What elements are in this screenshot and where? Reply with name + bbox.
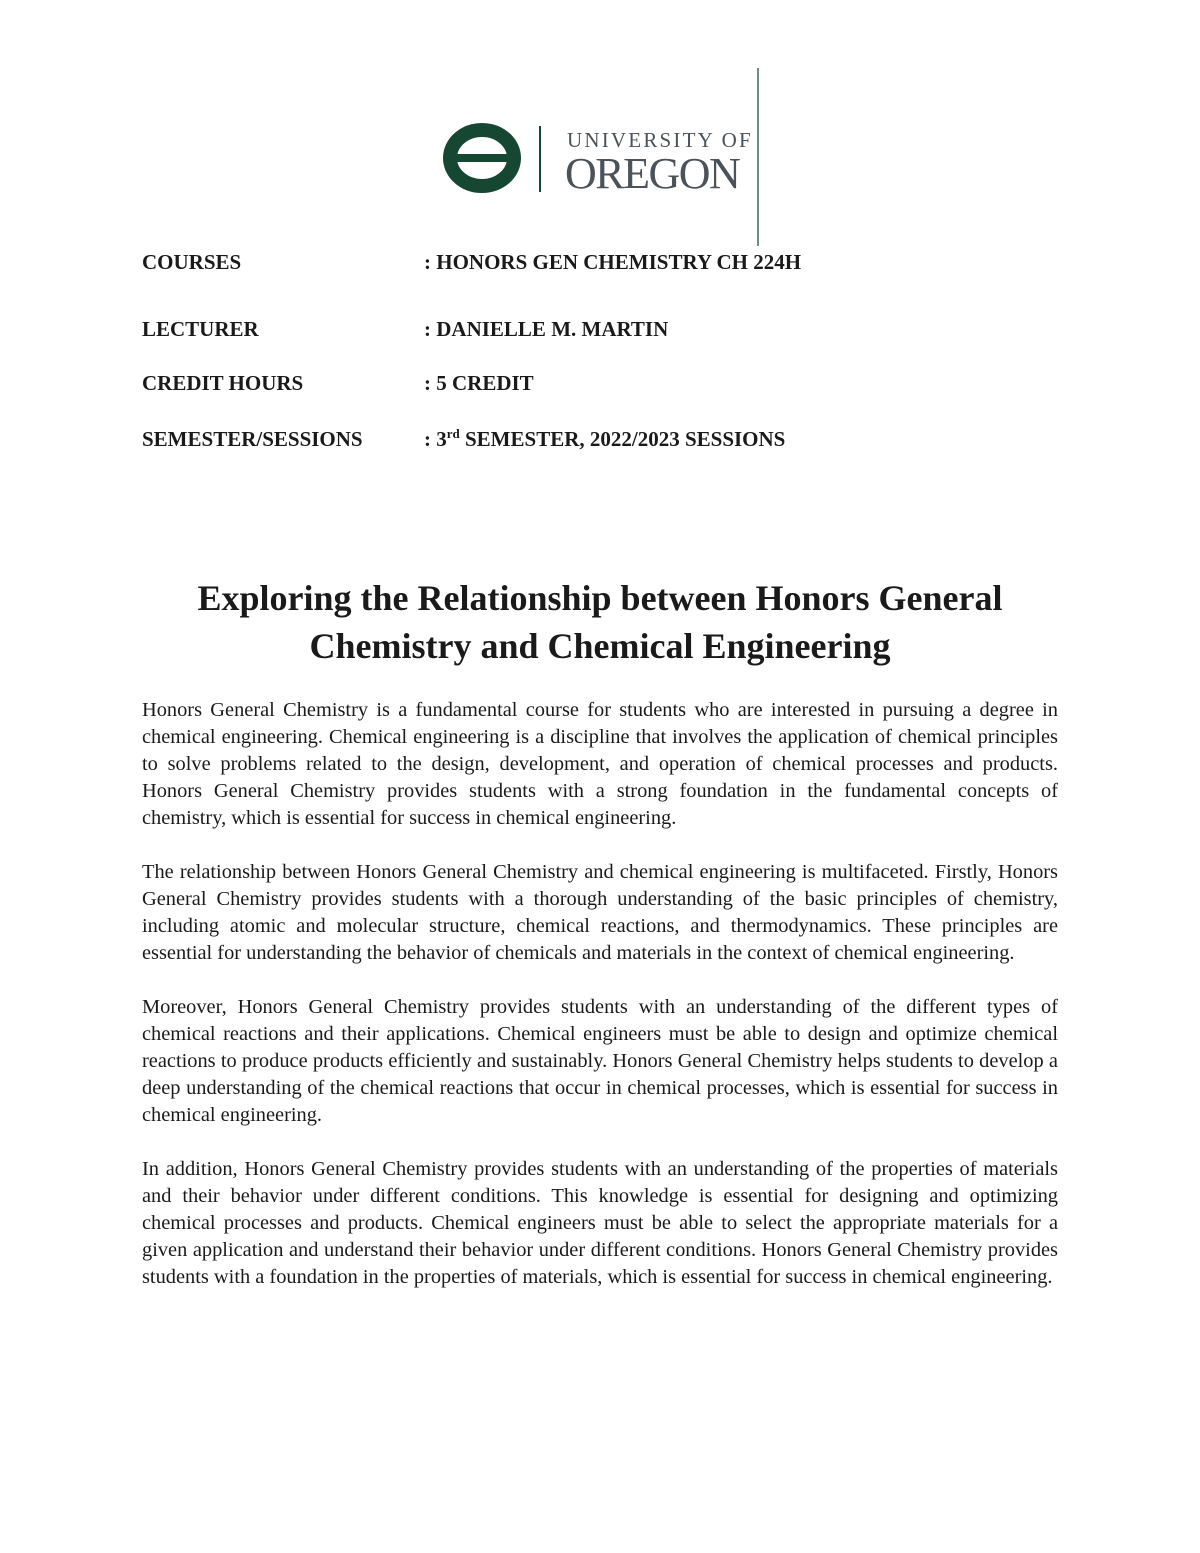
semester-sessions-value	[424, 427, 785, 452]
paragraph-2: The relationship between Honors General Chemistry and chemical engineering is multifaceted. Firstly, Honors General Chemistry provides students with a thorough understanding of the basic principles of chemistry, including atomic and molecular structure, chemical reactions, and thermodynamics. These principles are essential for understanding the behavior of chemicals and materials in the context of chemical engineering.	[142, 861, 1058, 964]
document-body	[142, 697, 1058, 1318]
paragraph-3: Moreover, Honors General Chemistry provides students with an understanding of the different types of chemical reactions and their applications. Chemical engineers must be able to design and optimize chemical reactions to produce products efficiently and sustainably. Honors General Chemistry helps students to develop a deep understanding of the chemical reactions that occur in chemical processes, which is essential for success in chemical engineering.	[142, 996, 1058, 1126]
courses-value: : HONORS GEN CHEMISTRY CH 224H	[424, 250, 802, 274]
semester-ordinal-suffix: rd	[446, 426, 460, 441]
lecturer-label: LECTURER	[142, 317, 259, 341]
info-row-lecturer	[142, 317, 1042, 345]
semester-value-prefix: : 3	[424, 427, 447, 451]
logo-line-oregon: OREGON	[565, 149, 740, 198]
title-line-1: Exploring the Relationship between Honors General	[197, 578, 1003, 618]
document-title	[100, 574, 1100, 670]
semester-value-suffix: SEMESTER, 2022/2023 SESSIONS	[459, 427, 786, 451]
info-row-credit-hours	[142, 371, 1042, 399]
info-row-semester-sessions	[142, 427, 1042, 455]
paragraph-1: Honors General Chemistry is a fundamental course for students who are interested in pursuing a degree in chemical engineering. Chemical engineering is a discipline that involves the application of chemical principles to solve problems related to the design, development, and operation of chemical processes and products. Honors General Chemistry provides students with a strong foundation in the fundamental concepts of chemistry, which is essential for success in chemical engineering.	[142, 699, 1058, 829]
lecturer-value: : DANIELLE M. MARTIN	[424, 317, 669, 341]
credit-hours-value: : 5 CREDIT	[424, 371, 534, 395]
paragraph-4: In addition, Honors General Chemistry provides students with an understanding of the properties of materials and their behavior under different conditions. This knowledge is essential for designing and optimizing chemical processes and products. Chemical engineers must be able to select the appropriate materials for a given application and understand their behavior under different conditions. Honors General Chemistry provides students with a foundation in the properties of materials, which is essential for success in chemical engineering.	[142, 1158, 1058, 1288]
semester-sessions-label: SEMESTER/SESSIONS	[142, 427, 363, 451]
info-row-courses	[142, 250, 1042, 278]
logo-line-university-of: UNIVERSITY OF	[567, 128, 753, 152]
header-vertical-rule	[757, 68, 759, 246]
university-of-oregon-logo	[440, 118, 770, 198]
courses-label: COURSES	[142, 250, 242, 274]
title-line-2: Chemistry and Chemical Engineering	[309, 626, 891, 666]
credit-hours-label: CREDIT HOURS	[142, 371, 304, 395]
logo-graphic	[440, 118, 770, 198]
